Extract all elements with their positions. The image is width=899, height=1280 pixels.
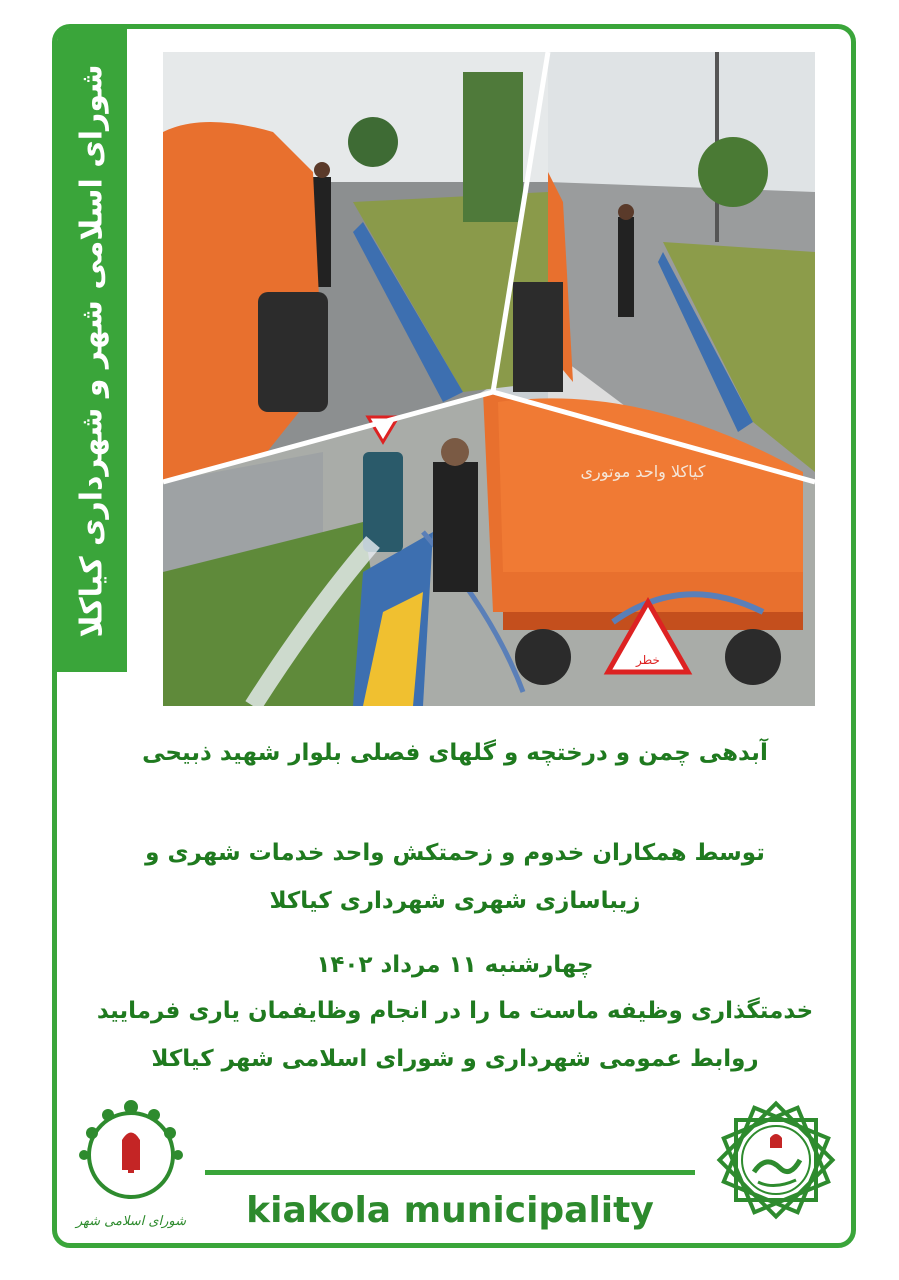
caption-line-1: آبدهی چمن و درختچه و گلهای فصلی بلوار شهید ذبیحی: [142, 740, 768, 766]
city-council-logo: [72, 1095, 190, 1235]
council-logo-caption: شورای اسلامی شهر: [75, 1214, 187, 1229]
caption-line-3: زیباسازی شهری شهرداری کیاکلا: [269, 888, 641, 914]
municipality-logo: [706, 1090, 846, 1230]
caption-signature: روابط عمومی شهرداری و شورای اسلامی شهر کیاکلا: [151, 1046, 759, 1072]
caption-line-5: خدمتگذاری وظیفه ماست ما را در انجام وظایفمان یاری فرمایید: [96, 998, 814, 1024]
caption-line-2: توسط همکاران خدوم و زحمتکش واحد خدمات شهری و: [145, 840, 765, 866]
footer-brand: kiakola municipality: [246, 1190, 654, 1231]
municipality-emblem-icon: [706, 1090, 846, 1230]
caption-date: چهارشنبه ۱۱ مرداد ۱۴۰۲: [316, 952, 594, 978]
photo-collage: [163, 52, 815, 706]
footer-divider: [205, 1170, 695, 1175]
warning-sign-label: خطر: [636, 653, 660, 667]
council-emblem-icon: [72, 1095, 190, 1235]
tanker-label: کیاکلا واحد موتوری: [580, 462, 706, 481]
collage-illustration: [163, 52, 815, 706]
sidebar-title: شورای اسلامی شهر و شهرداری کیاکلا: [74, 64, 110, 638]
